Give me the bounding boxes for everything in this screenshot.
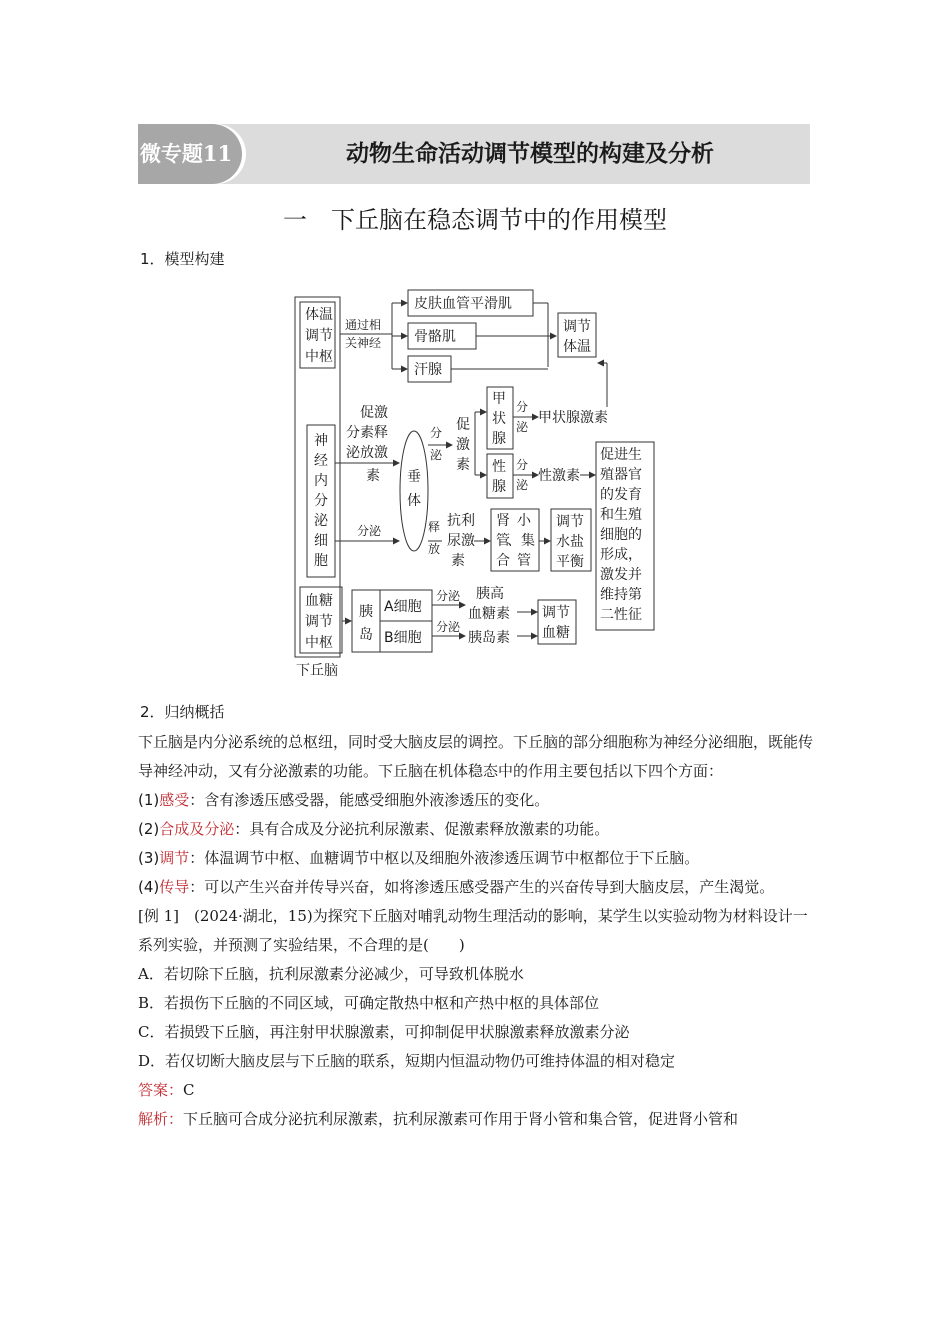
point-1: (1)感受：含有渗透压感受器，能感受细胞外液渗透压的变化。 — [138, 791, 550, 809]
gonad-l2: 腺 — [492, 479, 506, 495]
adh-l1: 抗利 — [447, 513, 475, 529]
adh-l2: 尿激 — [447, 533, 475, 549]
via-nerves-l1: 通过相 — [345, 318, 382, 332]
section-title: 一 下丘脑在稳态调节中的作用模型 — [283, 206, 667, 234]
neuro-l3: 内 — [314, 473, 328, 489]
regulate-glucose-l1: 调节 — [542, 605, 570, 621]
thyroid-hormone: 甲状腺激素 — [538, 410, 608, 426]
neuro-l7: 胞 — [314, 553, 328, 569]
reproduce-l5: 细胞的 — [600, 527, 642, 543]
option-d: D．若仅切断大脑皮层与下丘脑的联系，短期内恒温动物仍可维持体温的相对稳定 — [138, 1052, 676, 1070]
thyroid-secrete-l1: 分 — [516, 400, 529, 414]
kidney-l3: 合 — [496, 553, 510, 569]
neuro-l1: 神 — [314, 433, 328, 449]
secrete-a: 分泌 — [436, 589, 461, 603]
example-question: [例 1] (2024·湖北，15)为探究下丘脑对哺乳动物生理活动的影响，某学生以实验动物为材料设计一系列实验，并预测了实验结果，不合理的是( ) — [138, 907, 808, 954]
promoting-l1: 促 — [456, 417, 470, 433]
insulin: 胰岛素 — [468, 630, 510, 646]
thyroid-l3: 腺 — [492, 431, 506, 447]
water-salt-l2: 水盐 — [556, 534, 584, 550]
gonad-secrete-l1: 分 — [516, 458, 529, 472]
islet-l1: 胰 — [359, 604, 373, 620]
answer-line: 答案：C — [138, 1081, 195, 1099]
option-a: A．若切除下丘脑，抗利尿激素分泌减少，可导致机体脱水 — [138, 965, 524, 983]
kidney2-l2: 、集 — [507, 533, 535, 549]
secrete-label: 分泌 — [357, 524, 382, 538]
promoting-l3: 素 — [456, 457, 470, 473]
regulate-glucose-l2: 血糖 — [542, 625, 570, 641]
reproduce-l4: 和生殖 — [600, 507, 642, 523]
adh-l3: 素 — [451, 553, 465, 569]
reproduce-l7: 激发并 — [600, 567, 642, 583]
glucose-center-l2: 调节 — [305, 614, 333, 630]
secrete-release-l3: 泌放激 — [346, 445, 388, 461]
water-salt-l3: 平衡 — [556, 554, 584, 570]
effector-sweat: 汗腺 — [414, 362, 442, 378]
release-l1: 释 — [428, 520, 441, 534]
neuro-l5: 泌 — [314, 513, 328, 529]
secrete-b: 分泌 — [436, 620, 461, 634]
glucagon-l2: 血糖素 — [468, 606, 510, 622]
reproduce-l8: 维持第 — [600, 587, 642, 603]
subheading-summary: 2．归纳概括 — [140, 703, 225, 721]
secrete-release-l4: 素 — [366, 468, 380, 484]
water-salt-l1: 调节 — [556, 514, 584, 530]
thyroid-l2: 状 — [492, 411, 506, 427]
release-l2: 放 — [428, 542, 441, 556]
pituitary-ellipse — [400, 431, 428, 551]
regulate-temp-l1: 调节 — [563, 319, 591, 335]
secrete-release-l2: 分素释 — [346, 425, 388, 441]
a-cell: A细胞 — [384, 599, 422, 615]
sex-hormone: 性激素 — [538, 468, 580, 484]
temp-center-l1: 体温 — [305, 307, 333, 323]
secrete-promote-l2: 泌 — [430, 448, 443, 462]
topic-tag: 微专题11 — [138, 124, 242, 184]
kidney2-l3: 管 — [517, 553, 531, 569]
kidney2-l1: 小 — [517, 513, 531, 529]
reproduce-l2: 殖器官 — [600, 467, 642, 483]
glucose-center-l1: 血糖 — [305, 593, 333, 609]
reproduce-l1: 促进生 — [600, 447, 642, 463]
reproduce-l3: 的发育 — [600, 487, 642, 503]
b-cell: B细胞 — [384, 630, 422, 646]
thyroid-secrete-l2: 泌 — [516, 420, 529, 434]
gonad-l1: 性 — [492, 459, 506, 475]
secrete-promote-l1: 分 — [430, 426, 443, 440]
glucose-center-l3: 中枢 — [305, 635, 333, 651]
kidney-l1: 肾 — [496, 513, 510, 529]
neuro-l6: 细 — [314, 533, 328, 549]
analysis-line: 解析：下丘脑可合成分泌抗利尿激素，抗利尿激素可作用于肾小管和集合管，促进肾小管和 — [138, 1110, 739, 1128]
effector-skin: 皮肤血管平滑肌 — [414, 296, 512, 312]
thyroid-l1: 甲 — [492, 391, 506, 407]
reproduce-l6: 形成， — [600, 547, 642, 563]
neuro-l4: 分 — [314, 493, 328, 509]
secrete-release-l1: 促激 — [360, 405, 388, 421]
neuro-l2: 经 — [314, 453, 328, 469]
hypothalamus-label: 下丘脑 — [296, 663, 338, 679]
kidney-l2: 管 — [496, 533, 510, 549]
effector-muscle: 骨骼肌 — [414, 329, 456, 345]
islet-l2: 岛 — [359, 627, 373, 643]
point-4: (4)传导：可以产生兴奋并传导兴奋，如将渗透压感受器产生的兴奋传导到大脑皮层，产生渴觉。 — [138, 878, 775, 896]
topic-title: 动物生命活动调节模型的构建及分析 — [346, 140, 714, 167]
pituitary-l1: 垂 — [407, 469, 421, 485]
subheading-model: 1．模型构建 — [140, 250, 225, 268]
option-c: C．若损毁下丘脑，再注射甲状腺激素，可抑制促甲状腺激素释放激素分泌 — [138, 1023, 630, 1041]
temp-center-l3: 中枢 — [305, 349, 333, 365]
promoting-l2: 激 — [456, 437, 470, 453]
body-text — [138, 728, 814, 1134]
point-3: (3)调节：体温调节中枢、血糖调节中枢以及细胞外液渗透压调节中枢都位于下丘脑。 — [138, 849, 700, 867]
via-nerves-l2: 关神经 — [345, 336, 382, 350]
gonad-secrete-l2: 泌 — [516, 478, 529, 492]
option-b: B．若损伤下丘脑的不同区域，可确定散热中枢和产热中枢的具体部位 — [138, 994, 600, 1012]
point-2: (2)合成及分泌：具有合成及分泌抗利尿激素、促激素释放激素的功能。 — [138, 820, 610, 838]
reproduce-l9: 二性征 — [600, 607, 642, 623]
intro-paragraph: 下丘脑是内分泌系统的总枢纽，同时受大脑皮层的调控。下丘脑的部分细胞称为神经分泌细胞，既能传导神经冲动，又有分泌激素的功能。下丘脑在机体稳态中的作用主要包括以下四个方面： — [138, 733, 814, 780]
pituitary-l2: 体 — [407, 493, 421, 509]
regulate-temp-l2: 体温 — [563, 339, 591, 355]
temp-center-l2: 调节 — [305, 328, 333, 344]
glucagon-l1: 胰高 — [476, 586, 504, 602]
hypothalamus-diagram — [280, 285, 660, 685]
